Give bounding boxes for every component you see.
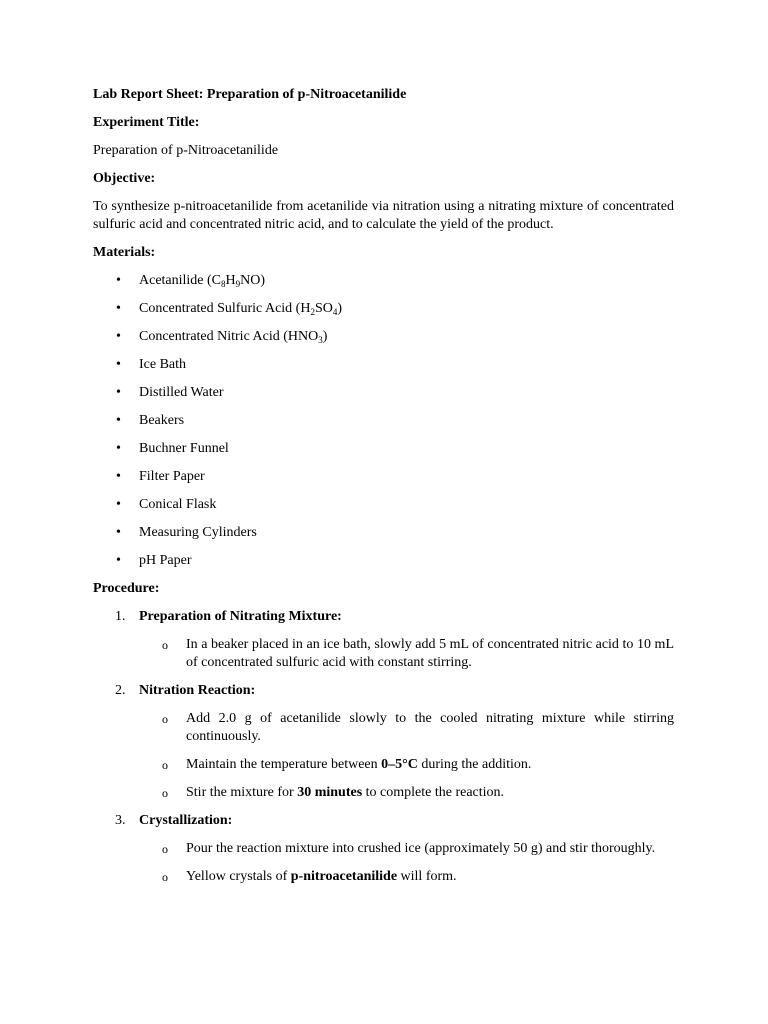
sub-step: o Yellow crystals of p-nitroacetanilide will form. [162,869,457,884]
bullet-icon: • [116,441,121,456]
circle-bullet-icon: o [162,842,168,856]
procedure-heading: Procedure: [93,581,160,596]
experiment-text: Preparation of p-Nitroacetanilide [93,143,279,158]
materials-list [93,272,674,570]
list-item: • Acetanilide $(C_8H_9NO)$ [116,273,266,289]
bullet-icon: • [116,525,121,540]
bullet-icon: • [116,329,121,344]
list-item: • Buchner Funnel [116,441,229,456]
step-label: Nitration Reaction: [139,683,256,698]
bullet-icon: • [116,497,121,512]
sub-step: o In a beaker placed in an ice bath, slowly add 5 mL of concentrated nitric acid to 10 mL of concentrated sulfuric acid with constant stirring. [162,637,674,670]
bullet-icon: • [116,273,121,288]
list-item: • Concentrated Sulfuric Acid $(H_2SO_4)$ [116,301,343,317]
sub-step: o Add 2.0 g of acetanilide slowly to the cooled nitrating mixture while stirring continuously. [162,711,674,744]
list-item: • Beakers [116,413,185,428]
sub-step: o Pour the reaction mixture into crushed ice (approximately 50 g) and stir thoroughly. [162,841,656,856]
list-item: • pH Paper [116,553,192,568]
circle-bullet-icon: o [162,786,168,800]
document-page [93,86,674,896]
circle-bullet-icon: o [162,712,168,726]
bullet-icon: • [116,385,121,400]
circle-bullet-icon: o [162,638,168,652]
list-item: • Filter Paper [116,469,205,484]
list-item: • Ice Bath [116,357,187,372]
bullet-icon: • [116,553,121,568]
list-item: • Measuring Cylinders [116,525,257,540]
sub-step: o Stir the mixture for 30 minutes to complete the reaction. [162,785,505,800]
circle-bullet-icon: o [162,758,168,772]
list-item: • Distilled Water [116,385,224,400]
page-title: Lab Report Sheet: Preparation of p-Nitroacetanilide [93,87,407,102]
procedure-step-2 [93,682,674,700]
step-label: Crystallization: [139,813,233,828]
bullet-icon: • [116,357,121,372]
experiment-heading: Experiment Title: [93,115,200,130]
sub-step: o Maintain the temperature between 0–5°C during the addition. [162,757,532,772]
bullet-icon: • [116,469,121,484]
list-item: • Conical Flask [116,497,217,512]
objective-text: To synthesize p-nitroacetanilide from acetanilide via nitration using a nitrating mixture of concentrated sulfuric acid and concentrated nitric acid, and to calculate the yield of the product. [93,199,674,232]
step-number: 2. [115,683,126,698]
step-number: 3. [115,813,126,828]
step-number: 1. [115,609,126,624]
bullet-icon: • [116,301,121,316]
circle-bullet-icon: o [162,870,168,884]
procedure-step-3 [93,812,674,830]
step-label: Preparation of Nitrating Mixture: [139,609,342,624]
materials-heading: Materials: [93,245,156,260]
procedure-step-1 [93,608,674,626]
list-item: • Concentrated Nitric Acid $(HNO_3)$ [116,329,328,345]
objective-heading: Objective: [93,171,156,186]
bullet-icon: • [116,413,121,428]
